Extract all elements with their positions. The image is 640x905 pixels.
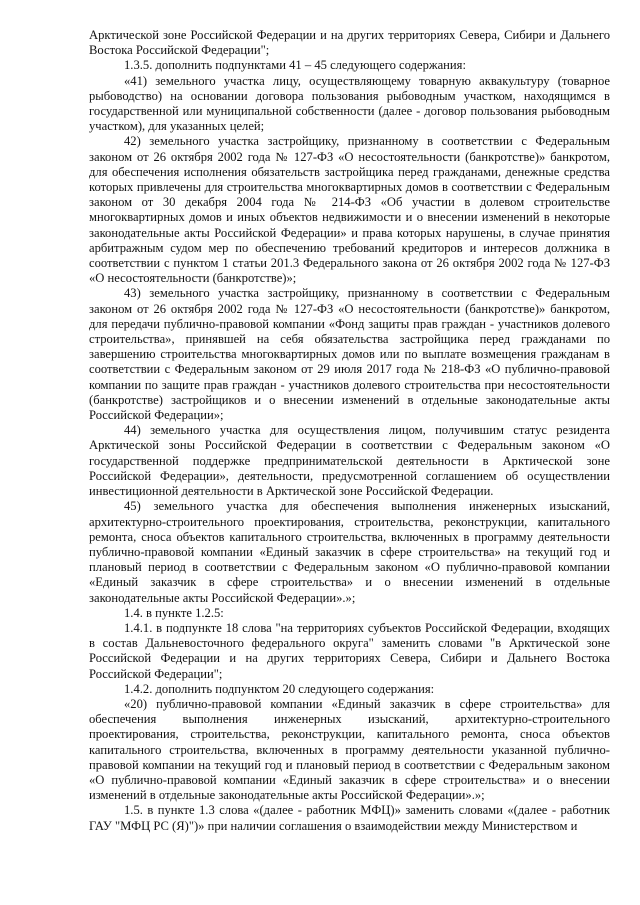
paragraph-1-4-2: 1.4.2. дополнить подпунктом 20 следующего содержания: <box>124 681 435 696</box>
paragraph-1-4-1: 1.4.1. в подпункте 18 слова "на территориях субъектов Российской Федерации, входящих в состав Дальневосточного федерального округа" заменить словами "в Арктической зоне Российской Федерации и на других территориях Севера, Сибири и Дальнего Востока Российской Федерации"; <box>89 620 610 681</box>
document-body <box>89 28 610 834</box>
paragraph-item-41: «41) земельного участка лицу, осуществляющему товарную аквакультуру (товарное рыбоводство) на основании договора пользования рыбоводным участком, находящимся в государственной или муниципальной собственности (далее - договор пользования рыбоводным участком), для указанных целей; <box>89 73 610 134</box>
paragraph-item-43: 43) земельного участка застройщику, признанному в соответствии с Федеральным законом от 26 октября 2002 года № 127-ФЗ «О несостоятельности (банкротстве)» банкротом, для передачи публично-правовой компании «Фонд защиты прав граждан - участников долевого строительства», принявшей на себя обязательства застройщика перед гражданами по завершению строительства многоквартирных домов или по выплате возмещения гражданам в соответствии с Федеральным законом от 29 июля 2017 года № 218-ФЗ «О публично-правовой компании по защите прав граждан - участников долевого строительства при несостоятельности (банкротстве) застройщиков и о внесении изменений в отдельные законодательные акты Российской Федерации»; <box>89 286 610 423</box>
paragraph-continuation: Арктической зоне Российской Федерации и на других территориях Севера, Сибири и Дальнего Востока Российской Федерации"; <box>89 28 610 58</box>
paragraph-1-4: 1.4. в пункте 1.2.5: <box>124 605 224 620</box>
paragraph-item-42: 42) земельного участка застройщику, признанному в соответствии с Федеральным законом от 26 октября 2002 года № 127-ФЗ «О несостоятельности (банкротстве)» банкротом, для обеспечения исполнения обязательств застройщика перед гражданами, денежные средства которых привлечены для строительства многоквартирных домов в соответствии с Федеральным законом от 30 декабря 2004 года № 214-ФЗ «Об участии в долевом строительстве многоквартирных домов и иных объектов недвижимости и о внесении изменений в некоторые законодательные акты Российской Федерации» и права которых нарушены, в случае принятия арбитражным судом мер по обеспечению требований кредиторов и интересов должника в соответствии с пунктом 1 статьи 201.3 Федерального закона от 26 октября 2002 года № 127-ФЗ «О несостоятельности (банкротстве)»; <box>89 134 610 286</box>
paragraph-1-5: 1.5. в пункте 1.3 слова «(далее - работник МФЦ)» заменить словами «(далее - работник ГАУ "МФЦ РС (Я)")» при наличии соглашения о взаимодействии между Министерством и <box>89 803 610 833</box>
paragraph-item-45: 45) земельного участка для обеспечения выполнения инженерных изысканий, архитектурно-строительного проектирования, строительства, реконструкции, капитального ремонта, сноса объектов капитального строительства, включенных в программу деятельности публично-правовой компании «Единый заказчик в сфере строительства» на текущий год и плановый период в соответствии с Федеральным законом «О публично-правовой компании «Единый заказчик в сфере строительства» и о внесении изменений в отдельные законодательные акты Российской Федерации».»; <box>89 499 610 605</box>
paragraph-1-3-5: 1.3.5. дополнить подпунктами 41 – 45 следующего содержания: <box>124 58 466 73</box>
paragraph-item-20: «20) публично-правовой компании «Единый заказчик в сфере строительства» для обеспечения выполнения инженерных изысканий, архитектурно-строительного проектирования, строительства, реконструкции, капитального ремонта, сноса объектов капитального строительства, включенных в программу деятельности указанной публично-правовой компании на текущий год и плановый период в соответствии с Федеральным законом «О публично-правовой компании «Единый заказчик в сфере строительства» и о внесении изменений в отдельные законодательные акты Российской Федерации».»; <box>89 696 610 803</box>
paragraph-item-44: 44) земельного участка для осуществления лицом, получившим статус резидента Арктической зоны Российской Федерации в соответствии с Федеральным законом «О государственной поддержке предпринимательской деятельности в Арктической зоне Российской Федерации», деятельности, предусмотренной соглашением об осуществлении инвестиционной деятельности в Арктической зоне Российской Федерации. <box>89 423 610 499</box>
